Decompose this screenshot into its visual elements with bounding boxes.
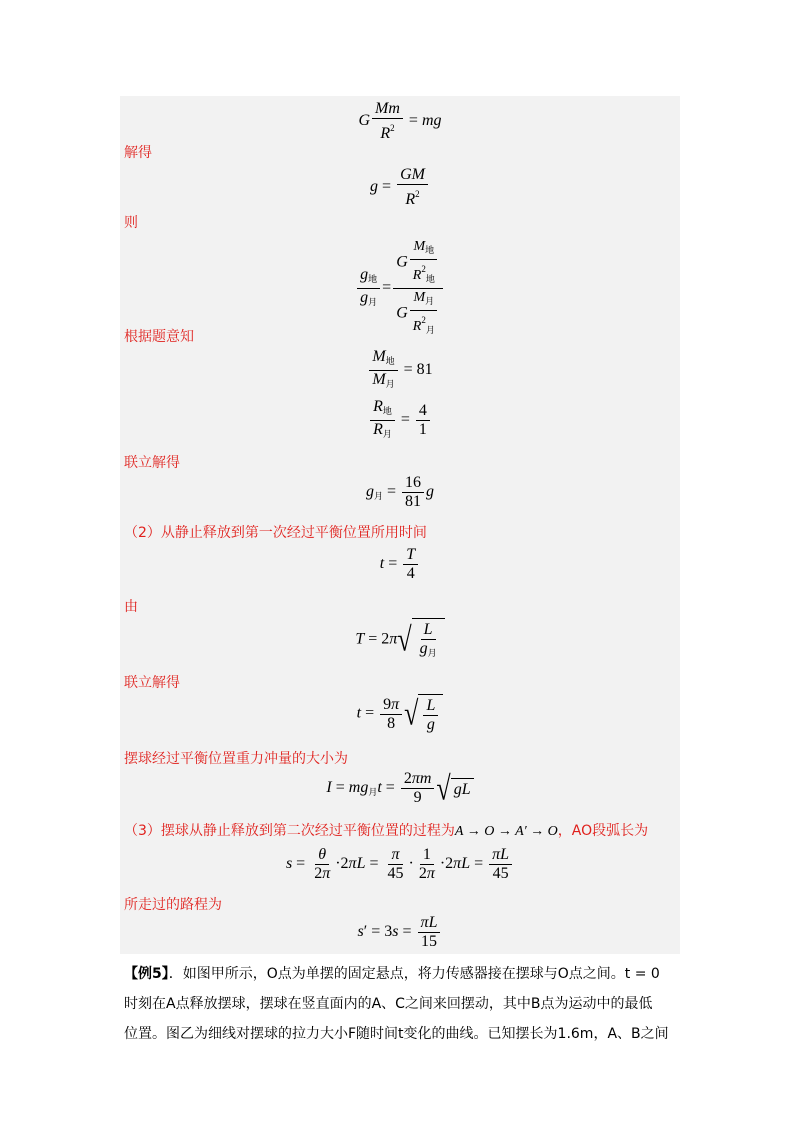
example5-line1: 【例5】．如图甲所示，O点为单摆的固定悬点，将力传感器接在摆球与O点之间。t = 0 [124,966,660,982]
step-from-label: 由 [124,599,138,615]
equation-gravity-balance: G $\frac{Mm}{R^2}$ = mg [358,100,442,142]
step-combine-label-1: 联立解得 [124,455,180,471]
equation-distance: s′ = 3s = $\frac{\pi L}{15}$ [120,914,680,951]
example5-line2: 时刻在A点释放摆球，摆球在竖直面内的A、C之间来回摆动，其中B点为运动中的最低 [124,996,653,1012]
equation-g-ratio: $\frac{g_地}{g_月}$ = G $\frac{M_地}{R^2_地}$ G $\frac{M_月}{R^2_月}$ [120,238,680,339]
distance-label: 所走过的路程为 [124,897,222,913]
example5-label: 【例5】 [124,966,169,982]
equation-impulse: $I = mg_月t$ = $\frac{2\pi m}{9}$ √ gL [120,770,680,807]
step-solve-label: 解得 [124,145,152,161]
equation-g-moon: $g_月$ = $\frac{16}{81}$ g [365,474,435,510]
equation-arc-length: s = $\frac{\theta}{2\pi}$ ·2πL = $\frac{\pi}{45}$ · $\frac{1}{2\pi}$ ·2πL = $\frac{\pi L}{45}$ [120,846,680,883]
equation-mass-ratio: $\frac{M_地}{M_月}$ = 81 [120,348,680,393]
part3-line: （3）摆球从静止释放到第二次经过平衡位置的过程为A → O → A′ → O，AO段弧长为 [124,823,649,839]
step-then-label: 则 [124,215,138,231]
part2-title: （2）从静止释放到第一次经过平衡位置所用时间 [124,525,427,541]
impulse-label: 摆球经过平衡位置重力冲量的大小为 [124,751,348,767]
equation-t-quarter: t = $\frac{T}{4}$ [120,546,680,583]
step-by-question-label: 根据题意知 [124,329,194,345]
equation-radius-ratio: $\frac{R_地}{R_月}$ = $\frac{4}{1}$ [120,398,680,443]
step-combine-label-2: 联立解得 [124,675,180,691]
equation-g: g = $\frac{GM}{R^2}$ [120,166,680,209]
example5-line3: 位置。图乙为细线对摆球的拉力大小F随时间t变化的曲线。已知摆长为1.6m，A、B之间 [124,1026,669,1042]
equation-time-result: t = $\frac{9\pi}{8}$ √ $\frac{L}{g}$ [120,694,680,734]
equation-period: T = 2π √ $\frac{L}{g_月}$ [120,618,680,662]
